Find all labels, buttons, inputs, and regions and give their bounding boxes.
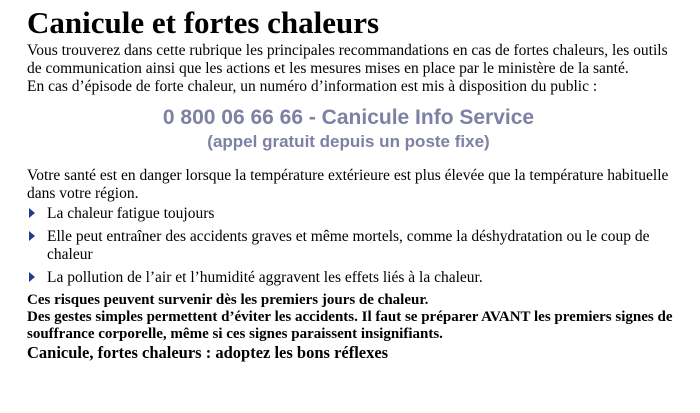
- gestures-warning: Des gestes simples permettent d’éviter les accidents. Il faut se préparer AVANT les premiers signes de souffrance corporelle, même si ces signes paraissent insignifiants.: [27, 309, 673, 342]
- triangle-right-icon: [29, 231, 35, 241]
- phone-note: (appel gratuit depuis un poste fixe): [207, 132, 490, 151]
- danger-paragraph: Votre santé est en danger lorsque la température extérieure est plus élevée que la température habituelle dans votre région.: [27, 167, 669, 202]
- document-page: [27, 6, 682, 362]
- list-item-text: Elle peut entraîner des accidents graves et même mortels, comme la déshydratation ou le coup de chaleur: [47, 228, 650, 263]
- list-item: [27, 205, 682, 223]
- closing-heading: Canicule, fortes chaleurs : adoptez les bons réflexes: [27, 343, 389, 362]
- list-item: [27, 228, 682, 264]
- triangle-right-icon: [29, 208, 35, 218]
- list-item: [27, 269, 682, 287]
- list-item-text: La pollution de l’air et l’humidité aggravent les effets liés à la chaleur.: [47, 269, 483, 286]
- intro-paragraph: Vous trouverez dans cette rubrique les principales recommandations en cas de fortes chaleurs, les outils de communication ainsi que les actions et les mesures mises en place par le ministère de la santé.: [27, 42, 668, 77]
- phone-block: [27, 106, 682, 152]
- risk-warning: Ces risques peuvent survenir dès les premiers jours de chaleur.: [27, 292, 429, 308]
- episode-paragraph: En cas d’épisode de forte chaleur, un numéro d’information est mis à disposition du public :: [27, 78, 598, 95]
- triangle-right-icon: [29, 272, 35, 282]
- bullet-list: [27, 205, 682, 287]
- phone-number: 0 800 06 66 66 - Canicule Info Service: [162, 106, 535, 129]
- list-item-text: La chaleur fatigue toujours: [47, 205, 215, 222]
- page-title: Canicule et fortes chaleurs: [27, 5, 380, 40]
